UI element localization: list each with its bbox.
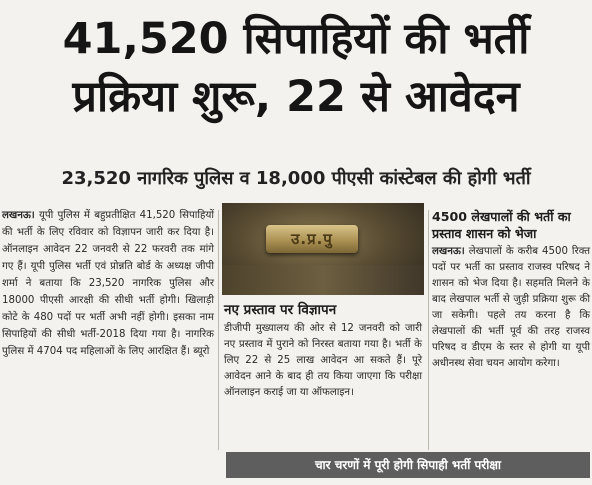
headline-line-1: 41,520 सिपाहियों की भर्ती [62,14,530,64]
dateline: लखनऊ। [2,210,35,221]
subheadline: 23,520 नागरिक पुलिस व 18,000 पीएसी कांस्टेबल की होगी भर्ती [61,168,531,189]
article-column-main [2,207,214,360]
shoulder-badge [266,225,358,253]
side-story-dateline: लखनऊ। [432,246,465,257]
police-badge-photo [222,203,424,295]
sidebar-story-text: डीजीपी मुख्यालय की ओर से 12 जनवरी को जारी नए प्रस्ताव में पुराने को निरस्त बताया गया है। भर्ती के लिए 22 से 25 लाख आवेदन आ सकते हैं। पूरे आवेदन आने के बाद ही तय किया जाएगा कि परीक्षा ऑनलाइन कराई जा या ऑफलाइन। [224,323,422,398]
headline-line-2: प्रक्रिया शुरू, 22 से आवेदन [72,72,520,122]
sidebar-story-title: नए प्रस्ताव पर विज्ञापन [224,302,337,318]
column-divider [218,210,219,450]
uniform-shoulder [222,265,424,295]
column-divider [428,210,429,450]
side-story-title: 4500 लेखपालों की भर्ती का प्रस्ताव शासन को भेजा [432,209,571,241]
headline [0,10,592,126]
side-story-text: लेखपालों के करीब 4500 रिक्त पदों पर भर्ती का प्रस्ताव राजस्व परिषद ने शासन को भेज दिया है। सहमति मिलने के बाद लेखपाल भर्ती से जुड़ी प्रक्रिया शुरू की जा सकेगी। पहले तय करना है कि लेखपालों की भर्ती पूर्व की तरह राजस्व परिषद व डीएम के स्तर से होगी या यूपी अधीनस्थ सेवा चयन आयोग करेगा। [432,246,590,369]
badge-text: उ.प्र.पु [291,230,333,248]
main-story-text: यूपी पुलिस में बहुप्रतीक्षित 41,520 सिपाहियों की भर्ती के लिए रविवार को विज्ञापन जारी कर दिया है। ऑनलाइन आवेदन 22 जनवरी से 22 फरवरी तक मांगे गए हैं। यूपी पुलिस भर्ती एवं प्रोन्नति बोर्ड के अध्यक्ष जीपी शर्मा ने बताया कि 23,520 नागरिक पुलिस और 18000 पीएसी आरक्षी की सीधी भर्ती होगी। खिलाड़ी कोटे के 480 पदों पर भर्ती अभी नहीं होगी। इसका नाम सिपाहियों की सीधी भर्ती-2018 दिया गया है। नागरिक पुलिस में 4704 पद महिलाओं के लिए आरक्षित हैं। ब्यूरो [2,210,214,357]
section-banner: चार चरणों में पूरी होगी सिपाही भर्ती परीक्षा [226,452,590,478]
side-story-body [432,244,590,372]
